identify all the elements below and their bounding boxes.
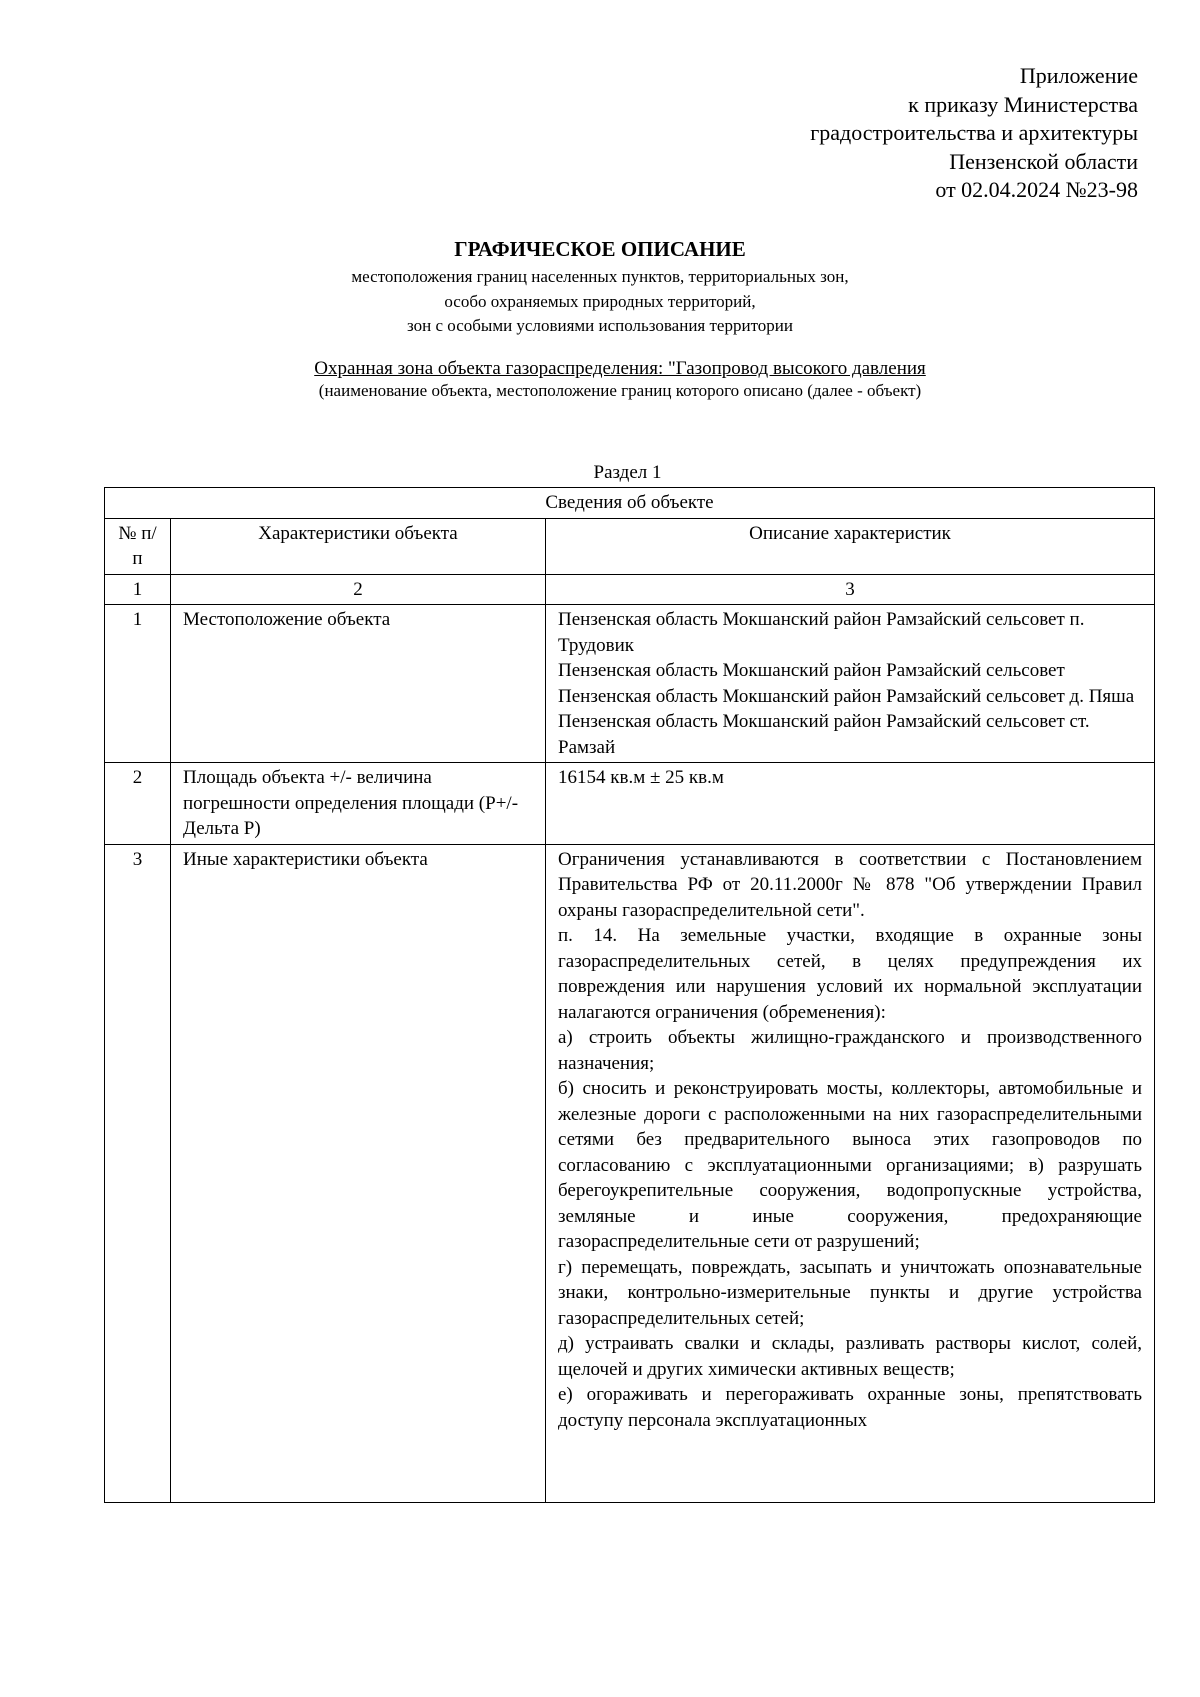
row-num: 2	[105, 763, 171, 845]
row-name: Иные характеристики объекта	[171, 844, 546, 1502]
document-title: ГРАФИЧЕСКОЕ ОПИСАНИЕ	[454, 237, 746, 261]
header-characteristics: Характеристики объекта	[171, 518, 546, 574]
appendix-line: Приложение	[1019, 63, 1138, 88]
appendix-block	[810, 62, 1138, 205]
column-number-row	[105, 574, 1155, 605]
col-number: 2	[171, 574, 546, 605]
object-info-table	[104, 487, 1155, 1503]
location-line: Пензенская область Мокшанский район Рамзайский сельсовет д. Пяша	[558, 685, 1135, 707]
location-line: Пензенская область Мокшанский район Рамзайский сельсовет п. Трудовик	[558, 609, 1085, 656]
header-description: Описание характеристик	[546, 518, 1155, 574]
appendix-line: от 02.04.2024 №23-98	[935, 177, 1138, 202]
document-subtitle	[0, 265, 1200, 339]
table-row	[105, 605, 1155, 763]
object-name: Охранная зона объекта газораспределения: "Газопровод высокого давления	[314, 358, 926, 379]
table-caption-row	[105, 488, 1155, 519]
paragraph: д) устраивать свалки и склады, разливать растворы кислот, солей, щелочей и других химически активных веществ;	[558, 1333, 1142, 1380]
subtitle-line: местоположения границ населенных пунктов, территориальных зон,	[351, 267, 849, 286]
row-name: Местоположение объекта	[171, 605, 546, 763]
paragraph: п. 14. На земельные участки, входящие в охранные зоны газораспределительных сетей, в целях предупреждения их повреждения или нарушения условий их нормальной эксплуатации налагаются ограничения (обременения):	[558, 925, 1142, 1023]
paragraph: Ограничения устанавливаются в соответствии с Постановлением Правительства РФ от 20.11.2000г № 878 "Об утверждении Правил охраны газораспределительной сети".	[558, 848, 1142, 921]
appendix-line: Пензенской области	[949, 148, 1138, 174]
row-num: 3	[105, 844, 171, 1502]
paragraph: г) перемещать, повреждать, засыпать и уничтожать опознавательные знаки, контрольно-измерительные пункты и другие устройства газораспределительных сетей;	[558, 1256, 1142, 1329]
object-caption: (наименование объекта, местоположение границ которого описано (далее - объект)	[318, 381, 922, 400]
row-value: 16154 кв.м ± 25 кв.м	[546, 763, 1155, 845]
section-label: Раздел 1	[593, 462, 662, 483]
table-caption: Сведения об объекте	[105, 488, 1155, 519]
appendix-line: градостроительства и архитектуры	[810, 120, 1138, 145]
paragraph: б) сносить и реконструировать мосты, коллекторы, автомобильные и железные дороги с расположенными на них газораспределительными сетями без предварительного выноса этих газопроводов по согласованию с эксплуатационными организациями; в) разрушать берегоукрепительные сооружения, водопропускные устройства, земляные и иные сооружения, предохраняющие газораспределительные сети от разрушений;	[558, 1078, 1142, 1252]
table-row	[105, 844, 1155, 1502]
appendix-line: к приказу Министерства	[908, 91, 1138, 117]
paragraph: е) огораживать и перегораживать охранные зоны, препятствовать доступу персонала эксплуатационных	[558, 1384, 1142, 1431]
header-num: № п/п	[105, 518, 171, 574]
col-number: 1	[105, 574, 171, 605]
row-value	[546, 605, 1155, 763]
row-num: 1	[105, 605, 171, 763]
row-name: Площадь объекта +/- величина погрешности определения площади (Р+/- Дельта Р)	[171, 763, 546, 845]
row-value	[546, 844, 1155, 1502]
location-line: Пензенская область Мокшанский район Рамзайский сельсовет ст. Рамзай	[558, 711, 1090, 758]
restrictions-text	[558, 847, 1142, 1500]
col-number: 3	[546, 574, 1155, 605]
table-row	[105, 763, 1155, 845]
paragraph: а) строить объекты жилищно-гражданского и производственного назначения;	[558, 1027, 1142, 1074]
location-line: Пензенская область Мокшанский район Рамзайский сельсовет	[558, 660, 1065, 681]
table-header-row	[105, 518, 1155, 574]
subtitle-line: особо охраняемых природных территорий,	[444, 291, 756, 311]
subtitle-line: зон с особыми условиями использования территории	[407, 316, 793, 335]
